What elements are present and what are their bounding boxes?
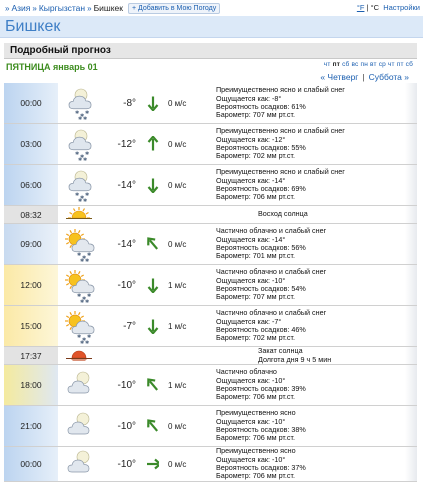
sun-cloud-snow-icon (58, 265, 100, 305)
precip-value: 55% (291, 143, 306, 152)
temperature: -10° (117, 420, 136, 432)
feels-like-value: -10° (271, 275, 286, 285)
feels-like-label: Ощущается как: (216, 93, 270, 103)
breadcrumb-asia-link[interactable]: Азия (11, 3, 31, 13)
sun-event-row (4, 347, 417, 365)
row-time: 21:00 (4, 406, 58, 446)
sun-event-row (4, 206, 417, 224)
barometer-line (216, 293, 405, 301)
forecast-table (4, 83, 417, 482)
precip-value: 37% (291, 463, 306, 472)
forecast-details (214, 83, 405, 123)
row-edge (405, 265, 417, 305)
barometer-value: 706 мм рт.ст. (252, 471, 295, 481)
temperature: -10° (117, 379, 136, 391)
barometer-label: Барометр: (216, 292, 251, 302)
day-length: Долгота дня 9 ч 5 мин (258, 354, 332, 364)
forecast-row (4, 224, 417, 265)
moon-cloud-icon (58, 406, 100, 446)
weekday-link[interactable]: сб (342, 61, 350, 68)
wind-direction-icon (142, 447, 164, 481)
sun-event-label: Закат солнца (258, 346, 303, 356)
page-title: Бишкек (5, 18, 61, 35)
feels-like-label: Ощущается как: (216, 316, 270, 326)
precip-label: Вероятность осадков: (216, 425, 290, 434)
row-edge (405, 83, 417, 123)
svg-text:✱: ✱ (75, 110, 80, 116)
feels-like-label: Ощущается как: (216, 454, 270, 464)
weekday-link[interactable]: вс (351, 61, 359, 68)
barometer-label: Барометр: (216, 333, 251, 343)
precip-value: 38% (291, 425, 306, 434)
forecast-row (4, 447, 417, 482)
wind-direction-icon (142, 83, 164, 123)
svg-text:✱: ✱ (78, 157, 83, 162)
wind-direction-icon (142, 124, 164, 164)
barometer-label: Барометр: (216, 110, 251, 120)
condition-text: Частично облачно и слабый снег (216, 308, 327, 318)
barometer-line (216, 152, 405, 160)
svg-text:✱: ✱ (80, 113, 85, 119)
weekday-link[interactable]: вт (370, 61, 377, 68)
moon-cloud-icon (58, 447, 100, 481)
svg-text:✱: ✱ (83, 116, 88, 121)
feels-like-label: Ощущается как: (216, 175, 270, 185)
condition-text: Преимущественно ясно и слабый снег (216, 167, 345, 177)
unit-switcher (357, 3, 379, 12)
barometer-line (216, 393, 405, 401)
day-navigation (320, 72, 409, 82)
forecast-row (4, 265, 417, 306)
svg-text:✱: ✱ (82, 337, 87, 343)
breadcrumb-separator: » (87, 3, 92, 13)
sun-event-description (256, 347, 405, 364)
sun-cloud-snow-icon (58, 306, 100, 346)
svg-text:✱: ✱ (85, 340, 90, 344)
barometer-value: 701 мм рт.ст. (252, 251, 295, 261)
svg-text:✱: ✱ (80, 195, 85, 201)
condition-text: Преимущественно ясно (216, 446, 296, 456)
svg-text:✱: ✱ (75, 192, 80, 198)
next-day-link[interactable]: Суббота » (368, 72, 409, 82)
wind-speed: 0 м/с (168, 180, 187, 190)
row-edge (405, 406, 417, 446)
precip-value: 69% (291, 184, 306, 193)
condition-text: Частично облачно (216, 367, 277, 377)
forecast-details (214, 265, 405, 305)
svg-text:✱: ✱ (87, 293, 92, 299)
wind-speed: 1 м/с (168, 321, 187, 331)
forecast-details (214, 306, 405, 346)
svg-text:✱: ✱ (80, 299, 85, 303)
svg-text:✱: ✱ (85, 258, 90, 262)
unit-divider: | (366, 3, 369, 12)
precip-label: Вероятность осадков: (216, 184, 290, 193)
day-nav-divider: | (362, 72, 365, 82)
breadcrumb-separator: » (5, 3, 10, 13)
sunrise-icon (58, 206, 100, 223)
breadcrumb-separator: » (32, 3, 37, 13)
row-edge (405, 224, 417, 264)
temperature: -8° (123, 97, 136, 109)
condition-text: Преимущественно ясно и слабый снег (216, 126, 345, 136)
barometer-label: Барометр: (216, 471, 251, 481)
precip-value: 54% (291, 284, 306, 293)
weekday-link[interactable]: пт (332, 61, 341, 68)
svg-text:✱: ✱ (85, 192, 90, 198)
barometer-label: Барометр: (216, 392, 251, 402)
row-time: 17:37 (4, 347, 58, 364)
feels-like-value: -10° (271, 375, 286, 385)
sun-cloud-snow-icon (58, 224, 100, 264)
row-time: 18:00 (4, 365, 58, 405)
sunset-icon (58, 347, 100, 364)
barometer-value: 707 мм рт.ст. (252, 110, 295, 120)
sun-event-label: Восход солнца (258, 209, 308, 219)
svg-text:✱: ✱ (87, 252, 92, 258)
row-edge (405, 206, 417, 223)
wind-speed: 0 м/с (168, 239, 187, 249)
row-edge (405, 124, 417, 164)
precip-label: Вероятность осадков: (216, 243, 290, 252)
svg-text:✱: ✱ (82, 255, 87, 261)
svg-text:✱: ✱ (80, 154, 85, 160)
temperature: -10° (117, 279, 136, 291)
svg-text:✱: ✱ (83, 157, 88, 162)
feels-like-label: Ощущается как: (216, 234, 270, 244)
feels-like-value: -14° (271, 175, 286, 185)
precip-label: Вероятность осадков: (216, 102, 290, 111)
feels-like-value: -8° (271, 93, 282, 103)
precip-value: 61% (291, 102, 306, 111)
temperature: -10° (117, 458, 136, 470)
wind-direction-icon (142, 406, 164, 446)
row-edge (405, 165, 417, 205)
feels-like-value: -10° (271, 416, 286, 426)
svg-text:✱: ✱ (85, 110, 90, 116)
wind-speed: 0 м/с (168, 459, 187, 469)
svg-text:✱: ✱ (85, 299, 90, 303)
city-header-band (0, 16, 423, 38)
weekday-selector (322, 61, 413, 68)
sun-event-description (256, 206, 405, 223)
barometer-line (216, 111, 405, 119)
condition-text: Частично облачно и слабый снег (216, 226, 327, 236)
day-title: ПЯТНИЦА январь 01 (6, 62, 98, 72)
row-edge (405, 306, 417, 346)
precip-value: 46% (291, 325, 306, 334)
fahrenheit-toggle[interactable]: °F (356, 3, 365, 12)
weekday-link[interactable]: сб (405, 61, 413, 68)
moon-cloud-icon (58, 365, 100, 405)
weekday-link[interactable]: ср (378, 61, 386, 68)
row-time: 15:00 (4, 306, 58, 346)
forecast-details (214, 447, 405, 481)
barometer-value: 706 мм рт.ст. (252, 433, 295, 443)
forecast-row (4, 406, 417, 447)
barometer-line (216, 252, 405, 260)
section-title: Подробный прогноз (10, 45, 111, 56)
wind-speed: 1 м/с (168, 280, 187, 290)
svg-text:✱: ✱ (80, 340, 85, 344)
temperature: -14° (117, 179, 136, 191)
svg-text:✱: ✱ (77, 334, 82, 340)
forecast-row (4, 365, 417, 406)
row-time: 08:32 (4, 206, 58, 223)
row-time: 09:00 (4, 224, 58, 264)
moon-cloud-snow-icon (58, 124, 100, 164)
temperature: -7° (123, 320, 136, 332)
condition-text: Частично облачно и слабый снег (216, 267, 327, 277)
feels-like-label: Ощущается как: (216, 375, 270, 385)
svg-text:✱: ✱ (75, 151, 80, 157)
celsius-toggle[interactable]: °C (370, 3, 379, 12)
weekday-link[interactable]: пн (360, 61, 368, 68)
previous-day-link[interactable]: « Четверг (320, 72, 359, 82)
forecast-row (4, 306, 417, 347)
row-edge (405, 347, 417, 364)
forecast-row (4, 83, 417, 124)
precip-label: Вероятность осадков: (216, 284, 290, 293)
wind-direction-icon (142, 365, 164, 405)
row-edge (405, 365, 417, 405)
forecast-details (214, 124, 405, 164)
temperature: -12° (117, 138, 136, 150)
temperature: -14° (117, 238, 136, 250)
wind-speed: 0 м/с (168, 98, 187, 108)
svg-text:✱: ✱ (87, 334, 92, 340)
condition-text: Преимущественно ясно (216, 408, 296, 418)
feels-like-label: Ощущается как: (216, 134, 270, 144)
barometer-value: 707 мм рт.ст. (252, 292, 295, 302)
barometer-line (216, 434, 405, 442)
feels-like-value: -14° (271, 234, 286, 244)
row-time: 06:00 (4, 165, 58, 205)
barometer-label: Барометр: (216, 251, 251, 261)
barometer-value: 706 мм рт.ст. (252, 192, 295, 202)
forecast-details (214, 224, 405, 264)
row-time: 00:00 (4, 447, 58, 481)
barometer-value: 702 мм рт.ст. (252, 333, 295, 343)
weekday-link[interactable]: чт (323, 61, 331, 68)
barometer-value: 706 мм рт.ст. (252, 392, 295, 402)
barometer-label: Барометр: (216, 151, 251, 161)
row-time: 03:00 (4, 124, 58, 164)
weekday-link[interactable]: пт (396, 61, 404, 68)
feels-like-value: -7° (271, 316, 282, 326)
wind-direction-icon (142, 265, 164, 305)
svg-text:✱: ✱ (80, 258, 85, 262)
forecast-details (214, 406, 405, 446)
precip-value: 56% (291, 243, 306, 252)
breadcrumb-current-city: Бишкек (93, 3, 123, 13)
feels-like-value: -12° (271, 134, 286, 144)
forecast-details (214, 365, 405, 405)
wind-direction-icon (142, 306, 164, 346)
svg-text:✱: ✱ (77, 252, 82, 258)
svg-text:✱: ✱ (82, 296, 87, 302)
row-time: 00:00 (4, 83, 58, 123)
svg-text:✱: ✱ (83, 198, 88, 203)
svg-text:✱: ✱ (85, 151, 90, 157)
add-to-my-weather-button[interactable]: + Добавить в Мою Погоду (128, 3, 220, 14)
feels-like-value: -10° (271, 454, 286, 464)
wind-speed: 0 м/с (168, 139, 187, 149)
wind-speed: 1 м/с (168, 380, 187, 390)
forecast-details (214, 165, 405, 205)
feels-like-label: Ощущается как: (216, 275, 270, 285)
weekday-link[interactable]: чт (387, 61, 395, 68)
row-time: 12:00 (4, 265, 58, 305)
precip-value: 39% (291, 384, 306, 393)
feels-like-label: Ощущается как: (216, 416, 270, 426)
barometer-value: 702 мм рт.ст. (252, 151, 295, 161)
svg-text:✱: ✱ (78, 198, 83, 203)
barometer-line (216, 472, 405, 480)
row-edge (405, 447, 417, 481)
moon-cloud-snow-icon (58, 83, 100, 123)
svg-text:✱: ✱ (78, 116, 83, 121)
condition-text: Преимущественно ясно и слабый снег (216, 85, 345, 95)
settings-link[interactable]: Настройки (383, 3, 420, 12)
barometer-label: Барометр: (216, 433, 251, 443)
barometer-label: Барометр: (216, 192, 251, 202)
precip-label: Вероятность осадков: (216, 384, 290, 393)
barometer-line (216, 193, 405, 201)
wind-speed: 0 м/с (168, 421, 187, 431)
wind-direction-icon (142, 165, 164, 205)
barometer-line (216, 334, 405, 342)
forecast-row (4, 165, 417, 206)
precip-label: Вероятность осадков: (216, 463, 290, 472)
svg-text:✱: ✱ (77, 293, 82, 299)
moon-cloud-snow-icon (58, 165, 100, 205)
breadcrumb-country-link[interactable]: Кыргызстан (38, 3, 86, 13)
forecast-row (4, 124, 417, 165)
precip-label: Вероятность осадков: (216, 325, 290, 334)
precip-label: Вероятность осадков: (216, 143, 290, 152)
wind-direction-icon (142, 224, 164, 264)
